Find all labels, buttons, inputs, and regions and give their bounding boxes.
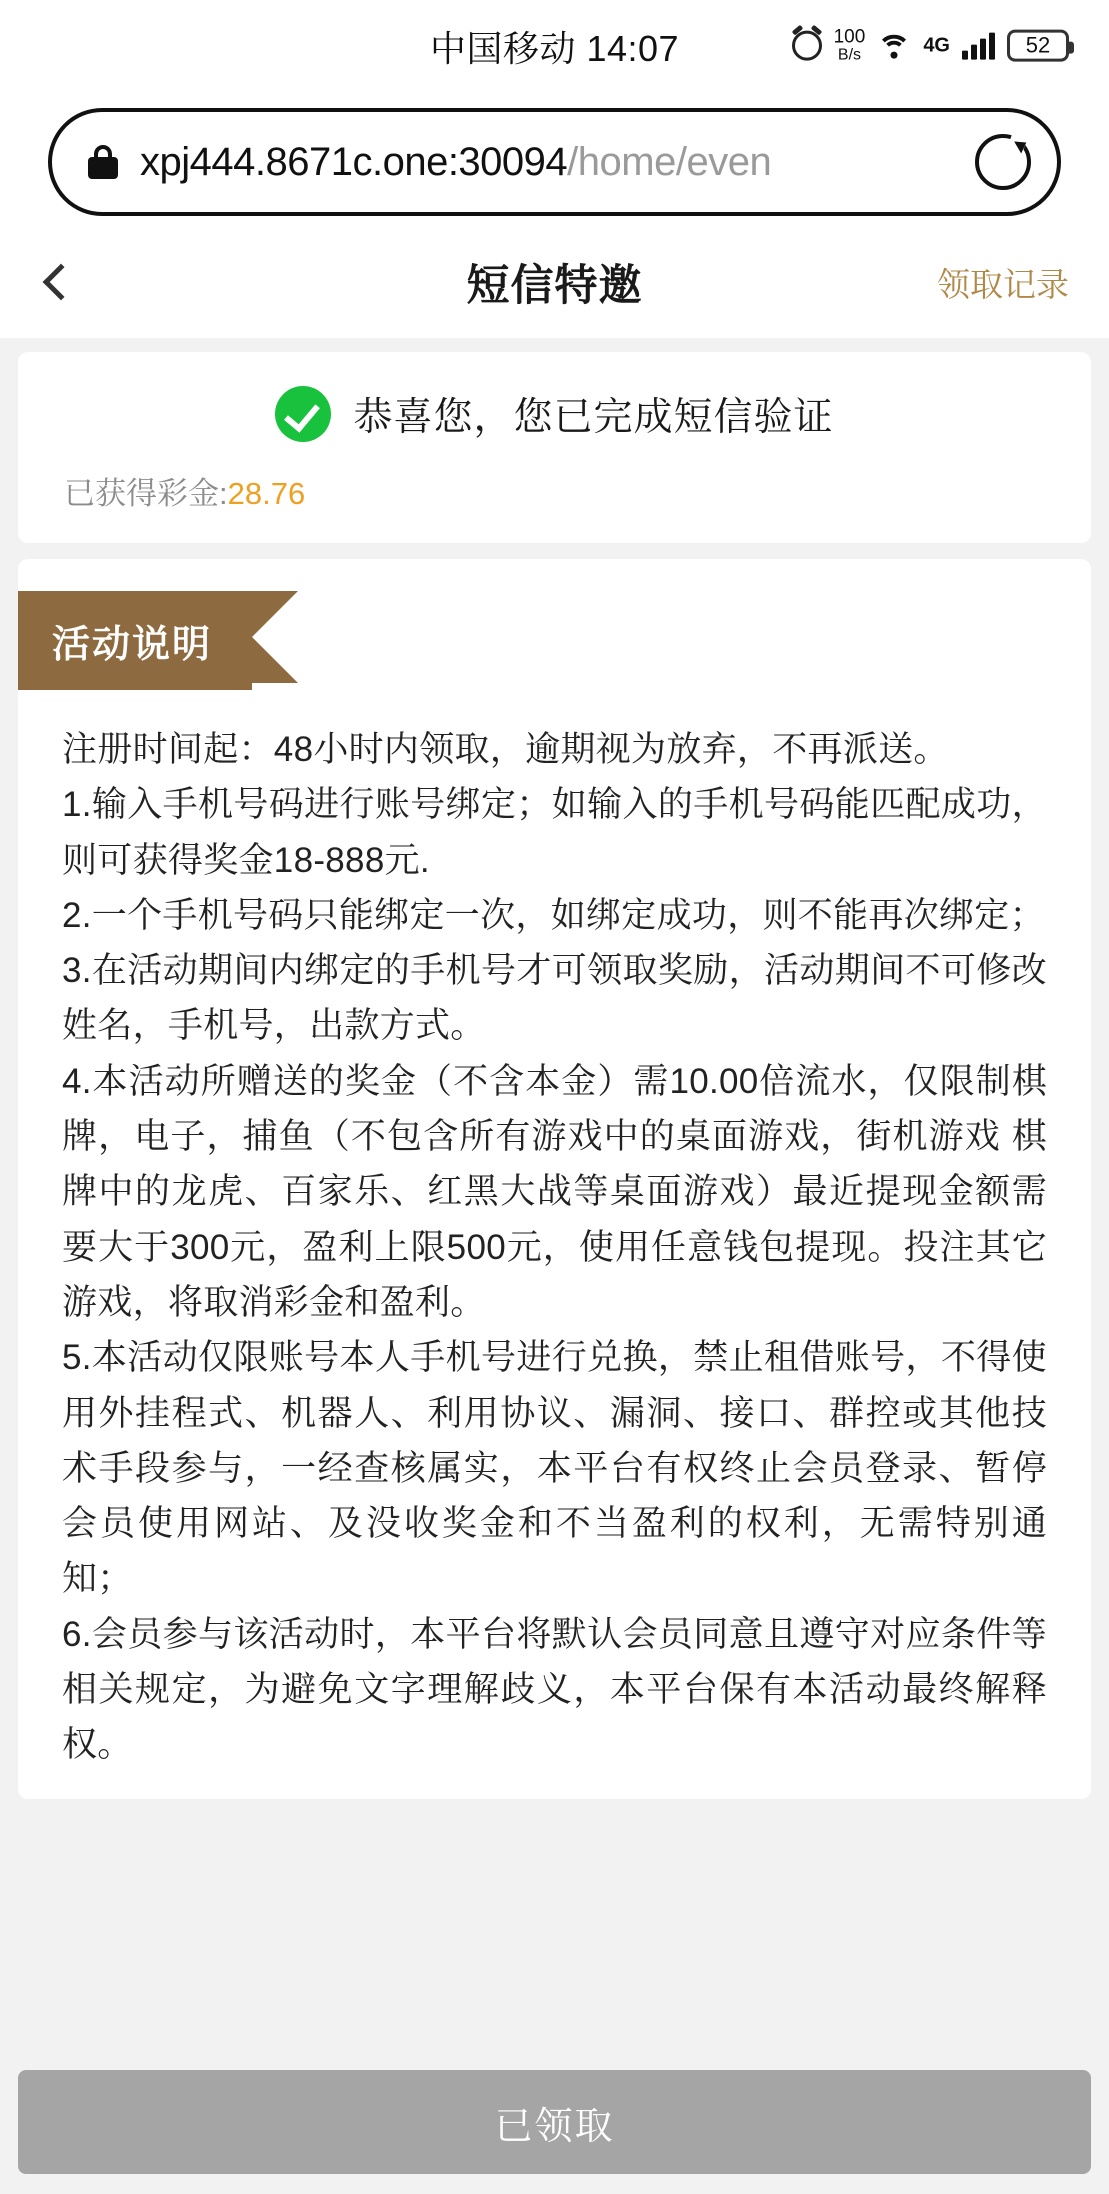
lock-icon [88,145,118,179]
url-domain: xpj444.8671c.one:30094 [140,139,568,184]
network-speed-indicator [834,28,866,65]
claim-button[interactable]: 已领取 [18,2070,1091,2174]
rule-paragraph: 1.输入手机号码进行账号绑定；如输入的手机号码能匹配成功，则可获得奖金18-888元. [62,785,1047,880]
browser-toolbar [0,92,1109,226]
rule-paragraph: 3.在活动期间内绑定的手机号才可领取奖励，活动期间不可修改姓名，手机号，出款方式。 [62,951,1047,1046]
address-bar[interactable] [48,108,1061,216]
alarm-icon [792,31,822,61]
rules-body [18,690,1091,1773]
url-path: /home/even [567,139,772,184]
network-speed-unit: B/s [837,46,862,64]
carrier-and-time: 中国移动 14:07 [429,27,680,69]
bonus-amount: 28.76 [227,476,306,511]
network-type-label: 4G [923,34,950,57]
rule-paragraph: 4.本活动所赠送的奖金（不含本金）需10.00倍流水，仅限制棋牌，电子，捕鱼（不包含所有游戏中的桌面游戏，街机游戏 棋牌中的龙虎、百家乐、红黑大战等桌面游戏）最近提现金额需要大于300元，盈利上限500元，使用任意钱包提现。投注其它游戏，将取消彩金和盈利。 [62,1061,1047,1322]
reload-icon[interactable] [975,134,1031,190]
rules-card [18,559,1091,1799]
battery-level-text: 52 [1025,32,1051,58]
page-content [0,338,1109,2064]
verification-message-row [18,386,1091,442]
url-text[interactable] [140,140,975,185]
page-header [0,226,1109,338]
bonus-line [18,468,1091,513]
battery-icon [1007,30,1069,62]
verification-card [18,352,1091,543]
status-bar-right [792,28,1069,65]
check-circle-icon [275,386,331,442]
status-bar-center [430,21,679,72]
status-bar [0,0,1109,92]
footer-bar [0,2064,1109,2194]
verification-message: 恭喜您，您已完成短信验证 [353,396,834,439]
rules-ribbon-title: 活动说明 [18,591,252,690]
rule-paragraph: 2.一个手机号码只能绑定一次，如绑定成功，则不能再次绑定； [62,895,1045,935]
rule-paragraph: 6.会员参与该活动时，本平台将默认会员同意且遵守对应条件等相关规定，为避免文字理解歧义，本平台保有本活动最终解释权。 [62,1614,1047,1765]
network-speed-value: 100 [833,26,866,48]
rule-paragraph: 5.本活动仅限账号本人手机号进行兑换，禁止租借账号，不得使用外挂程式、机器人、利用协议、漏洞、接口、群控或其他技术手段参与，一经查核属实，本平台有权终止会员登录、暂停会员使用网站、及没收奖金和不当盈利的权利，无需特别通知； [62,1338,1047,1599]
wifi-icon [877,33,911,59]
rule-paragraph: 注册时间起：48小时内领取，逾期视为放弃，不再派送。 [62,730,949,769]
bonus-label: 已获得彩金: [64,476,228,511]
claim-records-link[interactable]: 领取记录 [937,265,1069,303]
signal-bars-icon [962,32,995,60]
page-title: 短信特邀 [466,261,643,310]
